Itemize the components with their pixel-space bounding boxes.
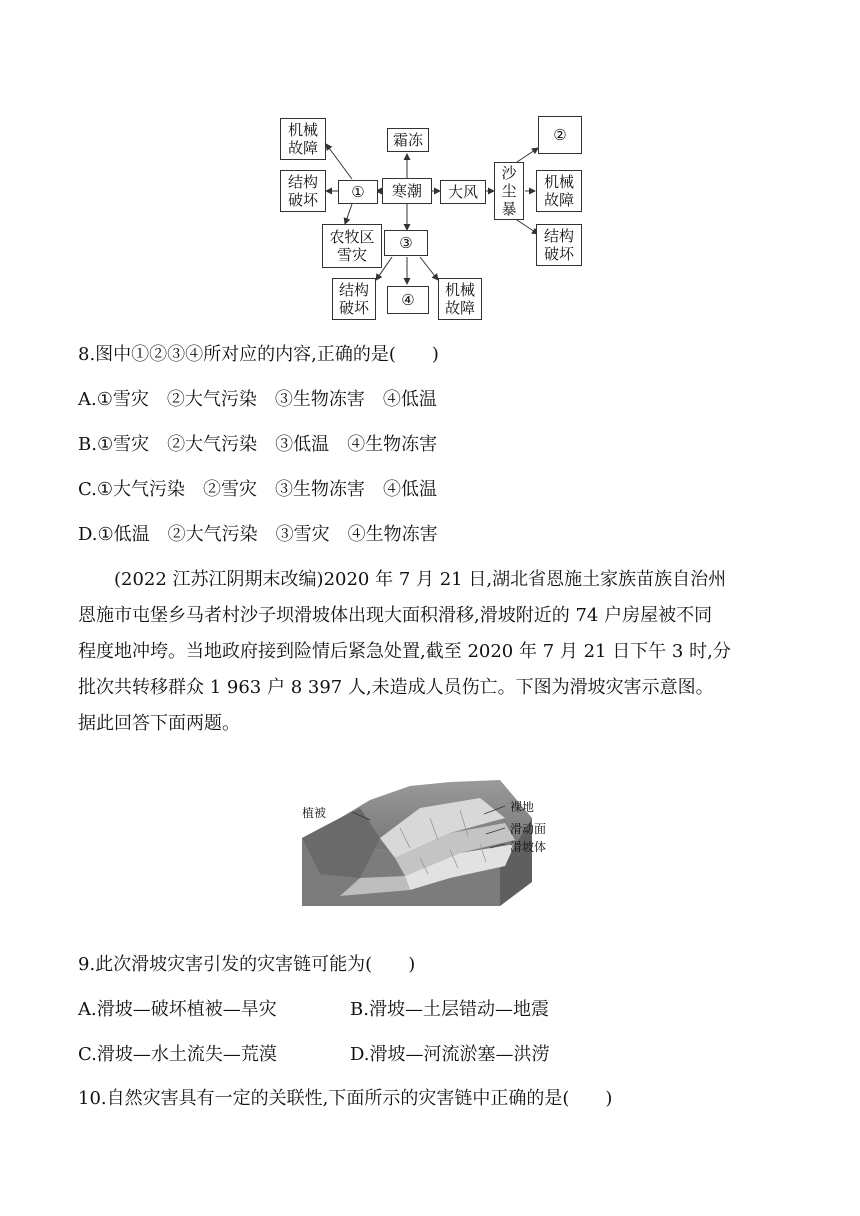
box-structural-damage-2: 结构 破坏 — [536, 224, 582, 266]
box-mechanical-failure-3: 机械 故障 — [438, 278, 482, 320]
box-pastoral-snow-disaster: 农牧区 雪灾 — [322, 224, 382, 268]
landslide-passage — [78, 562, 783, 742]
box-structural-damage-3: 结构 破坏 — [332, 278, 376, 320]
box-blank-3: ③ — [384, 230, 428, 256]
label-vegetation: 植被 — [302, 806, 327, 820]
question-8-option-b: B.①雪灾 ②大气污染 ③低温 ④生物冻害 — [78, 434, 438, 455]
landslide-illustration — [300, 778, 580, 908]
question-10-stem: 10.自然灾害具有一定的关联性,下面所示的灾害链中正确的是( ) — [78, 1088, 613, 1109]
question-9-option-c: C.滑坡—水土流失—荒漠 — [78, 1044, 277, 1065]
question-8-option-c: C.①大气污染 ②雪灾 ③生物冻害 ④低温 — [78, 479, 437, 500]
question-8-option-d: D.①低温 ②大气污染 ③雪灾 ④生物冻害 — [78, 524, 438, 545]
box-frost: 霜冻 — [387, 128, 429, 152]
box-mechanical-failure-2: 机械 故障 — [536, 170, 582, 212]
question-9-option-b: B.滑坡—土层错动—地震 — [350, 999, 549, 1020]
box-structural-damage-1: 结构 破坏 — [280, 170, 326, 212]
box-blank-2: ② — [538, 116, 582, 154]
box-sandstorm: 沙 尘 暴 — [494, 162, 524, 220]
passage-line: 程度地冲垮。当地政府接到险情后紧急处置,截至 2020 年 7 月 21 日下午 3 时,分 — [78, 641, 731, 662]
box-blank-4: ④ — [387, 286, 429, 314]
box-cold-wave: 寒潮 — [382, 178, 432, 204]
box-gale: 大风 — [440, 180, 486, 204]
label-sliding-surface: 滑动面 — [510, 822, 547, 836]
passage-line: 恩施市屯堡乡马者村沙子坝滑坡体出现大面积滑移,滑坡附近的 74 户房屋被不同 — [78, 605, 713, 626]
question-9-option-d: D.滑坡—河流淤塞—洪涝 — [350, 1044, 550, 1065]
disaster-chain-diagram — [270, 112, 620, 324]
label-landslide-body: 滑坡体 — [510, 840, 547, 854]
passage-line: (2022 江苏江阴期末改编)2020 年 7 月 21 日,湖北省恩施土家族苗族自治州 — [114, 569, 727, 590]
passage-line: 据此回答下面两题。 — [78, 713, 240, 734]
question-9-stem: 9.此次滑坡灾害引发的灾害链可能为( ) — [78, 954, 416, 975]
passage-line: 批次共转移群众 1 963 户 8 397 人,未造成人员伤亡。下图为滑坡灾害示意图。 — [78, 677, 714, 698]
question-8-stem: 8.图中①②③④所对应的内容,正确的是( ) — [78, 344, 439, 365]
question-9-option-a: A.滑坡—破坏植被—旱灾 — [78, 999, 277, 1020]
label-bare-land: 裸地 — [510, 800, 535, 814]
question-8-option-a: A.①雪灾 ②大气污染 ③生物冻害 ④低温 — [78, 389, 437, 410]
box-blank-1: ① — [338, 180, 378, 204]
box-mechanical-failure-1: 机械 故障 — [280, 118, 326, 160]
